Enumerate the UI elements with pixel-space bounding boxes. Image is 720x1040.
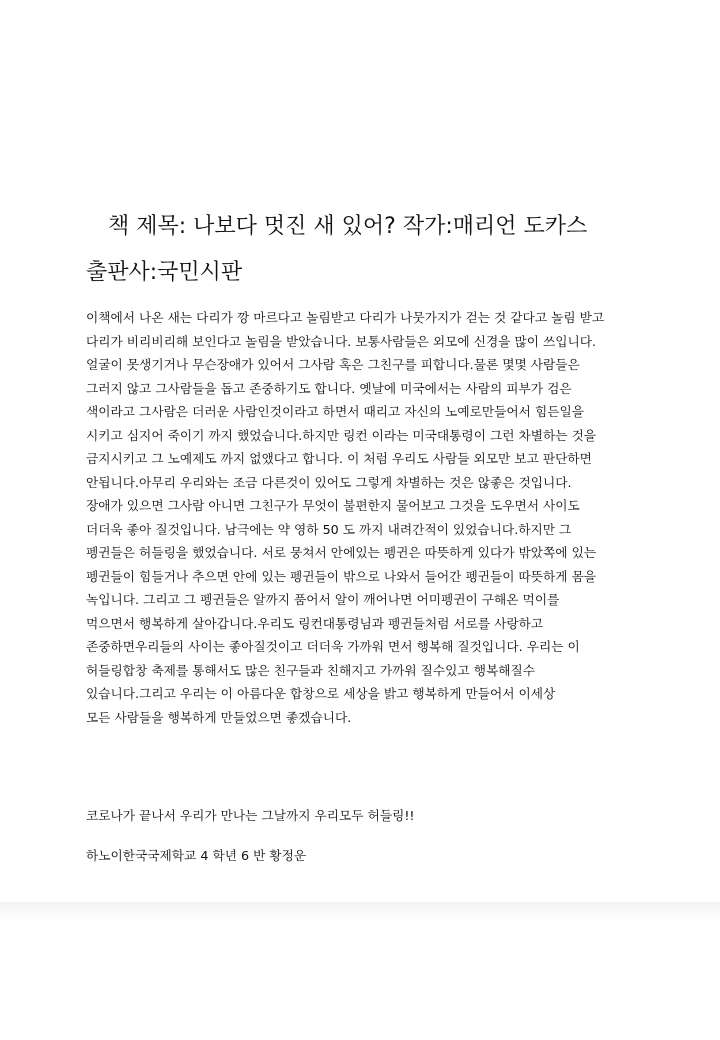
body-line: 녹입니다. 그리고 그 펭귄들은 알까지 품어서 알이 깨어나면 어미펭귄이 구해온 먹이를 [86, 592, 560, 607]
body-line: 그러지 않고 그사람들을 돕고 존중하기도 합니다. 옛날에 미국에서는 사람의 피부가 검은 [86, 380, 572, 396]
title-publisher: 출판사:국민시판 [86, 260, 243, 285]
body-line: 있습니다.그리고 우리는 이 아름다운 합창으로 세상을 밝고 행복하게 만들어서 이세상 [86, 686, 556, 701]
author-signature: 하노이한국국제학교 4 학년 6 반 황정운 [86, 848, 307, 863]
body-line: 다리가 비리비리해 보인다고 놀림을 받았습니다. 보통사람들은 외모에 신경을 많이 쓰입니다. [86, 333, 597, 349]
body-line: 먹으면서 행복하게 살아갑니다.우리도 링컨대통령님과 펭귄들처럼 서로를 사랑하고 [86, 615, 544, 631]
body-line: 얼굴이 못생기거나 무슨장애가 있어서 그사람 혹은 그친구를 피합니다.물론 몇몇 사람들은 [86, 357, 580, 372]
body-line: 허들링합창 축제를 통해서도 많은 친구들과 친해지고 가까워 질수있고 행복해질수 [86, 662, 535, 678]
body-line: 펭귄들은 허들링을 했었습니다. 서로 뭉쳐서 안에있는 펭귄은 따뜻하게 있다가 밖았쪽에 있는 [86, 545, 597, 560]
body-line: 색이라고 그사람은 더러운 사람인것이라고 하면서 때리고 자신의 노예로만들어서 힘든일을 [86, 404, 584, 419]
body-line: 이책에서 나온 새는 다리가 깡 마르다고 놀림받고 다리가 나뭇가지가 걷는 것 같다고 놀림 받고 [86, 310, 605, 325]
body-line: 안됩니다.아무리 우리와는 조금 다른것이 있어도 그렇게 차별하는 것은 않좋은 것입니다. [86, 474, 572, 490]
body-line: 모든 사람들을 행복하게 만들었으면 좋겠습니다. [86, 709, 352, 725]
title-book-author: 책 제목: 나보다 멋진 새 있어? 작가:매리언 도카스 [108, 214, 588, 239]
body-line: 금지시키고 그 노예제도 까지 없앴다고 합니다. 이 처럼 우리도 사람들 외모만 보고 판단하면 [86, 451, 592, 466]
body-line: 시키고 심지어 죽이기 까지 했었습니다.하지만 링컨 이라는 미국대통령이 그런 차별하는 것을 [86, 427, 597, 443]
body-paragraph [86, 306, 646, 729]
body-line: 더더욱 좋아 질것입니다. 남극에는 약 영하 50 도 까지 내려간적이 있었습니다.하지만 그 [86, 521, 572, 537]
page-bottom-shadow [0, 902, 720, 922]
body-line: 펭귄들이 힘들거나 추으면 안에 있는 펭귄들이 밖으로 나와서 들어간 펭귄들이 따뜻하게 몸을 [86, 568, 597, 584]
closing-line: 코로나가 끝나서 우리가 만나는 그날까지 우리모두 허들링!! [86, 808, 415, 823]
body-line: 존중하면우리들의 사이는 좋아질것이고 더더욱 가까워 면서 행복해 질것입니다. 우리는 이 [86, 639, 580, 654]
body-line: 장애가 있으면 그사람 아니면 그친구가 무엇이 불편한지 물어보고 그것을 도우면서 사이도 [86, 498, 580, 513]
document-title [86, 204, 686, 296]
